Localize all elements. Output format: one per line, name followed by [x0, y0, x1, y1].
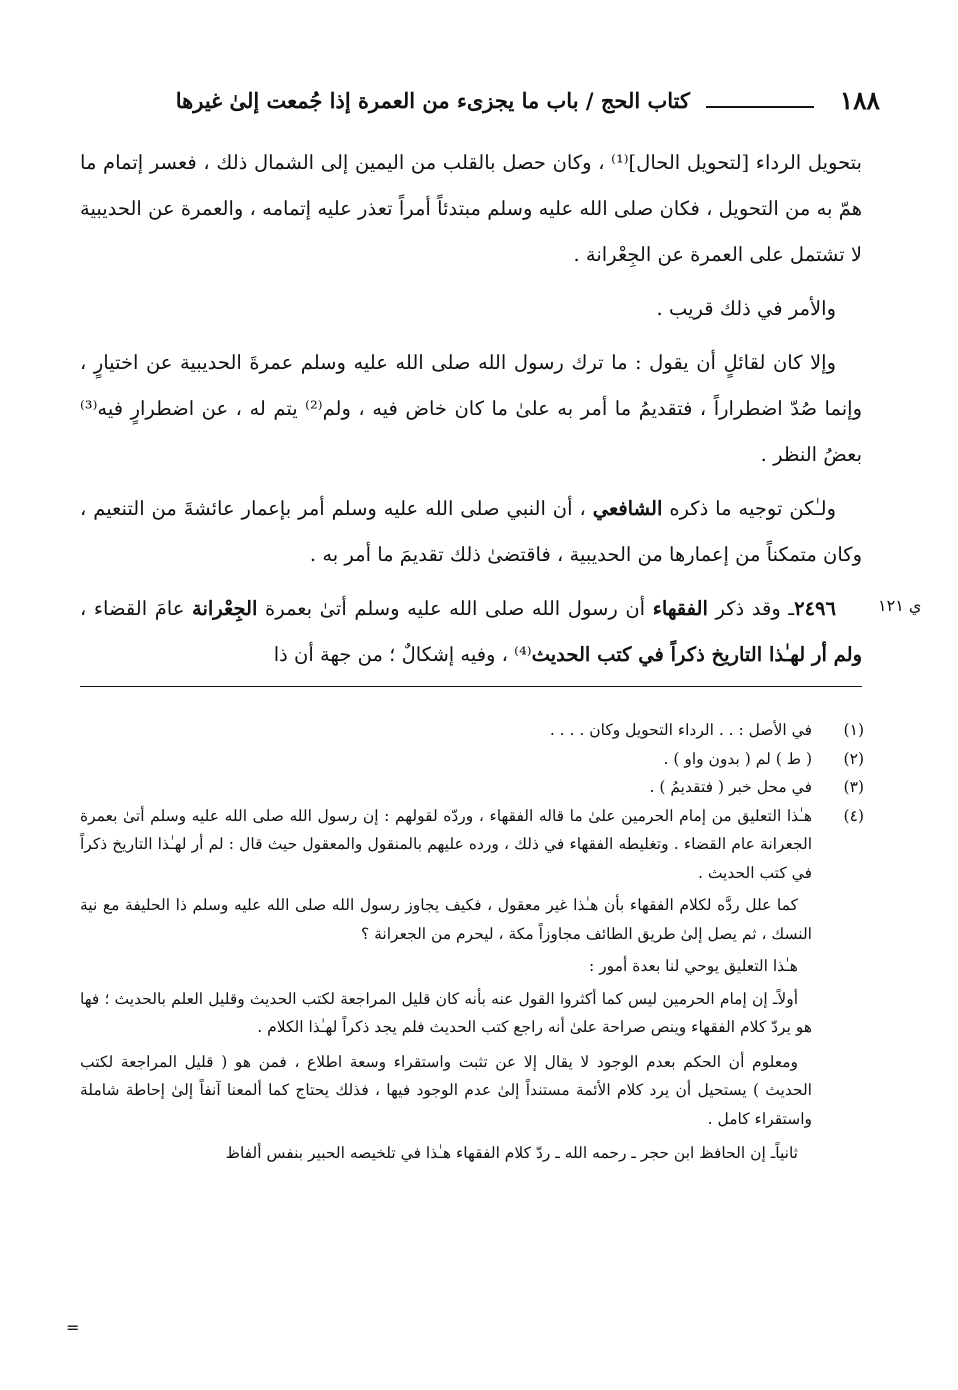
- bold-name: الفقهاء: [652, 597, 708, 620]
- text-run: ـ وقد ذكر: [707, 597, 795, 620]
- footnote-continuation: أولاًـ إن إمام الحرمين ليس كما أكثروا القول عنه بأنه كان قليل المراجعة لكتب الحديث وقليل العلم بالحديث ؛ فها هو يردّ كلام الفقهاء وينص صراحة علىٰ أنه راجع كتب الحديث فلم يجد ذكراً لهـٰذا الكلام .: [80, 989, 812, 1036]
- running-title: كتاب الحج / باب ما يجزىء من العمرة إذا جُمعت إلىٰ غيرها: [175, 88, 690, 113]
- page-header: [80, 86, 880, 124]
- bold-quote: ولم أر لهـٰذا التاريخ ذكراً في كتب الحديث: [531, 643, 862, 666]
- footnote-number: (١): [843, 721, 864, 739]
- text-run: ⁽⁴⁾ ، وفيه إشكالٌ ؛ من جهة أن ذا: [273, 643, 532, 666]
- paragraph: وإلا كان لقائلٍ أن يقول : ما ترك رسول الله صلى الله عليه وسلم عمرةَ الحديبية عن اختيارٍ ، وإنما صُدّ اضطراراً ، فتقديمُ ما أمر به علىٰ ما كان خاض فيه ، ولم⁽²⁾ يتم له ، عن اضطرارٍ فيه⁽³⁾ بعضُ النظر .: [80, 351, 862, 466]
- footnote: [80, 716, 864, 745]
- footnote-number: (٤): [843, 806, 864, 825]
- bold-name: الجِعْرانة: [191, 597, 258, 620]
- header-dash: [706, 106, 814, 108]
- footnote-separator: [80, 686, 862, 687]
- paragraph: [80, 486, 862, 578]
- bold-name: الشافعي: [592, 497, 663, 520]
- footnote-text: في الأصل : . . الرداء التحويل وكان . . . .: [549, 721, 812, 739]
- text-run: عامَ القضاء ،: [80, 597, 192, 620]
- numbered-paragraph: [80, 586, 862, 678]
- footnote-number: (٢): [843, 749, 864, 768]
- footnote-continuation: هـٰذا التعليق يوحي لنا بعدة أمور :: [589, 957, 798, 975]
- footnote-continuation: ومعلوم أن الحكم بعدم الوجود لا يقال إلا عن تثبت واستقراء وسعة اطلاع ، فمن هو ( قليل المراجعة لكتب الحديث ) يستحيل أن يرد كلام الأئمة مستنداً إلىٰ عدم الوجود فيها ، فذلك يحتاج كما ألمعنا آنفاً إلىٰ إحاطة شاملة واستقراء كامل .: [80, 1052, 812, 1128]
- footnote: [80, 802, 864, 888]
- page-number: ١٨٨: [839, 86, 880, 115]
- main-text: [80, 140, 862, 678]
- footnote-number: (٣): [843, 778, 864, 796]
- footnote-continuation: كما علل ردَّه لكلام الفقهاء بأن هـٰذا غير معقول ، فكيف يجاوز رسول الله صلى الله عليه وسلم ذا الحليفة مع نية النسك ، ثم يصل إلىٰ طريق الطائف مجاوزاً مكة ، ليحرم من الجعرانة ؟: [80, 896, 812, 943]
- footnote: [80, 773, 864, 802]
- paragraph: والأمر في ذلك قريب .: [656, 297, 836, 320]
- footnote-continuation: ثانياًـ إن الحافظ ابن حجر ـ رحمه الله ـ ردّ كلام الفقهاء هـٰذا في تلخيصه الحبير بنفس ألفاظ: [225, 1144, 798, 1162]
- footnote-text: ( ط ) لم ( بدون واو ) .: [663, 749, 812, 768]
- text-run: أن رسول الله صلى الله عليه وسلم أتىٰ بعمرة: [257, 597, 653, 620]
- paragraph-number: ٢٤٩٦: [794, 597, 836, 620]
- footnotes: [80, 716, 864, 1168]
- footnote-text: في محل خبر ( فتقديمُ ) .: [649, 778, 812, 796]
- footnote: [80, 745, 864, 774]
- paragraph: بتحويل الرداء [لتحويل الحال]⁽¹⁾ ، وكان حصل بالقلب من اليمين إلى الشمال ذلك ، فعسر إتمام ما همّ به من التحويل ، فكان صلى الله عليه وسلم مبتدئاً أمراً تعذر عليه إتمامه ، والعمرة عن الحديبية لا تشتمل على العمرة عن الجِعْرانة .: [80, 151, 862, 266]
- text-run: ، أن النبي صلى الله عليه وسلم أمر بإعمار عائشةَ من التنعيم ، وكان متمكناً من إعمارها من الحديبية ، فاقتضىٰ ذلك تقديمَ ما أمر به .: [80, 497, 862, 566]
- margin-reference: ي ١٢١: [878, 596, 922, 615]
- continuation-mark: =: [66, 1318, 80, 1337]
- footnote-text: هـٰذا التعليق من إمام الحرمين علىٰ ما قاله الفقهاء ، وردّه لقولهم : إن رسول الله صلى الله عليه وسلم أتىٰ بعمرة الجعرانة عام القضاء . وتغليطه الفقهاء في ذلك ، ورده عليهم بالمنقول والمعقول حيث قال : لم أر لهـٰذا التاريخ ذكراً في كتب الحديث .: [80, 806, 812, 882]
- text-run: ولـٰكن توجيه ما ذكره: [662, 497, 836, 520]
